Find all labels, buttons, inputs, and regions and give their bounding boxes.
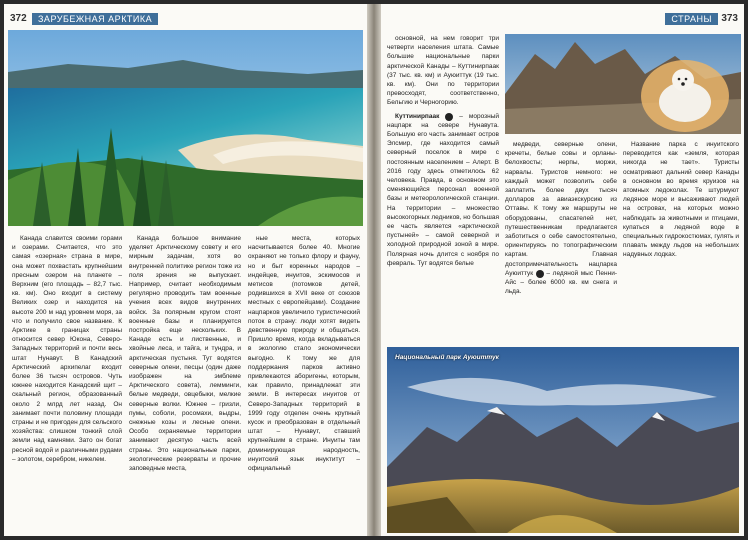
right-col3-text: Название парка с инуитского переводится как «земля, которая никогда не тает». Туристы осматривают дальний север Канады в основном во время круизов на атомных ледоколах. Те штурмуют ледяное море и высаживают людей на островах, на которых можно наблюдать за животными и птицами, купаться в ледяной воде в специальных гидрокостюмах, гулять и плавать между льдов на небольших надувных лодках.	[623, 141, 739, 259]
right-column-2	[505, 140, 617, 340]
mountain-bear-photo	[505, 34, 741, 134]
left-col2-text: Канада большое внимание уделяет Арктическому совету и его мирным задачам, хотя во внутренней политике регион тоже из поля зрения не выпускает. Например, считает необходимым регулярно проводить там военные учения всех видов внутренних войск. За полярным кругом стоят военные базы и планируется постройка еще нескольких. В Канаде есть и лиственные, и хвойные леса, и тайга, и тундра, и арктическая пустыня. Тут водятся северные олени, песцы (один даже изображен на эмблеме Арктического совета), лемминги, белые медведи, овцебыки, мелкие северные волки. Южнее – гризли, пумы, соболи, росомахи, выдры, снежные козы и лесные олени. Особо охраняемые территории занимают десятую часть всей страны. Это национальные парки, экологические резерваты и прочие заповедные места,	[129, 235, 241, 473]
left-column-2	[129, 234, 241, 534]
right-column-3	[623, 140, 739, 340]
right-page	[381, 4, 744, 536]
marker-badge-2: 2	[445, 113, 453, 121]
right-col1-top-text: основной, на нем говорит три четверти населения штата. Самые большие национальные парки арктической Канады – Куттинирпаак (37 тыс. кв. км) и Ауюиттук (19 тыс. кв. км). Они по территории превосходят, соответственно, Бельгию и Черногорию.	[387, 35, 499, 107]
national-park-photo	[387, 347, 739, 533]
left-column-1	[12, 234, 122, 534]
kuttinirpaak-heading: Куттинирпаак	[395, 112, 440, 120]
right-col1-bottom-text: – морозный нацпарк на севере Нунавута. Большую его часть занимает остров Элсмир, где находится самый северный поселок в мире с постоянным населением – Алерт. В 2016 году здесь отметилось 62 человека. Правда, в основном это сменяющийся персонал военной базы и метеорологической станции. На территории – множество высокогорных ледников, но большая ее часть является «арктической пустыней» – самой северной и холодной природной зоной в мире. Полярная ночь длится с ноября по февраль. Тут водятся белые	[387, 112, 499, 267]
left-col3-text: ные места, которых насчитывается более 40. Многие охраняют не только флору и фауну, но и быт коренных народов – индейцев, инуитов, эскимосов и метисов (потомков детей, родившихся в XVII веке от союзов местных с европейцами). Создание нацпарков увеличило туристический поток в страну: люди хотят видеть девственную природу и общаться. Пришло время, когда вкладываться в экологию стало экономически выгодно. К тому же для поддержания парков активно привлекаются аборигены, которым, как правило, принадлежат эти земли. В интересах инуитов от Северо-Западных территорий в 1999 году отделен очень крупный кусок и преобразован в отдельный штат – Нунавут, ставший крупнейшим в стране. Инуиты там доминирующая народность, инуитский язык инуктитут – официальный	[248, 235, 360, 473]
right-col2-tail-text: – ледяной мыс Пенни-Айс – более 6000 кв. км снега и льда.	[505, 269, 617, 296]
right-page-number: 373	[721, 13, 738, 24]
left-col1-text: Канада славится своими горами и озерами. Считается, что это самая «озерная» страна в мире, она может похвастать крупнейшим пресным озером на планете – Верхним (его площадь – 82,7 тыс. кв. км). Оно входит в систему Великих озер и находится на высоте 200 м над уровнем моря, за что и получило свое название. К Арктике в границах страны относится север Юкона, Северо-Западных территорий и почти весь штат Нунавут. В Канадский Арктический архипелаг входит более 36 тысяч островов. Чуть южнее находится Канадский щит – скальный регион, образованный около 2 млрд лет назад. Он занимает почти половину площади страны и не пригоден для сельского хозяйства: слишком тонкий слой земли над камнями. Зато он богат ресной водой и различными рудами – золотом, серебром, никелем.	[12, 235, 122, 463]
left-column-3	[248, 234, 360, 534]
right-running-header: СТРАНЫ	[665, 13, 718, 25]
left-page	[4, 4, 367, 536]
marker-badge-3: 3	[536, 270, 544, 278]
book-spine	[367, 4, 381, 536]
left-page-number: 372	[10, 13, 27, 24]
photo-caption: Национальный парк Ауюиттук	[395, 354, 499, 361]
right-col2-text: медведи, северные олени, кречеты, белые совы и орланы-белохвосты; нерпы, моржи, нарвалы. Туристов немного: не каждый может позволить себе заплатить более двух тысяч долларов за авиаэкскурсию из Оттавы. К тому же маршруты не оборудованы, спасателей нет, путешественникам предлагается заботиться о себе самостоятельно, ориентируясь по топографическим картам. Главная достопримечательность нацпарка Ауюиттук	[505, 141, 617, 277]
lake-photo	[8, 30, 363, 226]
right-column-1	[387, 34, 499, 344]
left-running-header: ЗАРУБЕЖНАЯ АРКТИКА	[32, 13, 158, 25]
